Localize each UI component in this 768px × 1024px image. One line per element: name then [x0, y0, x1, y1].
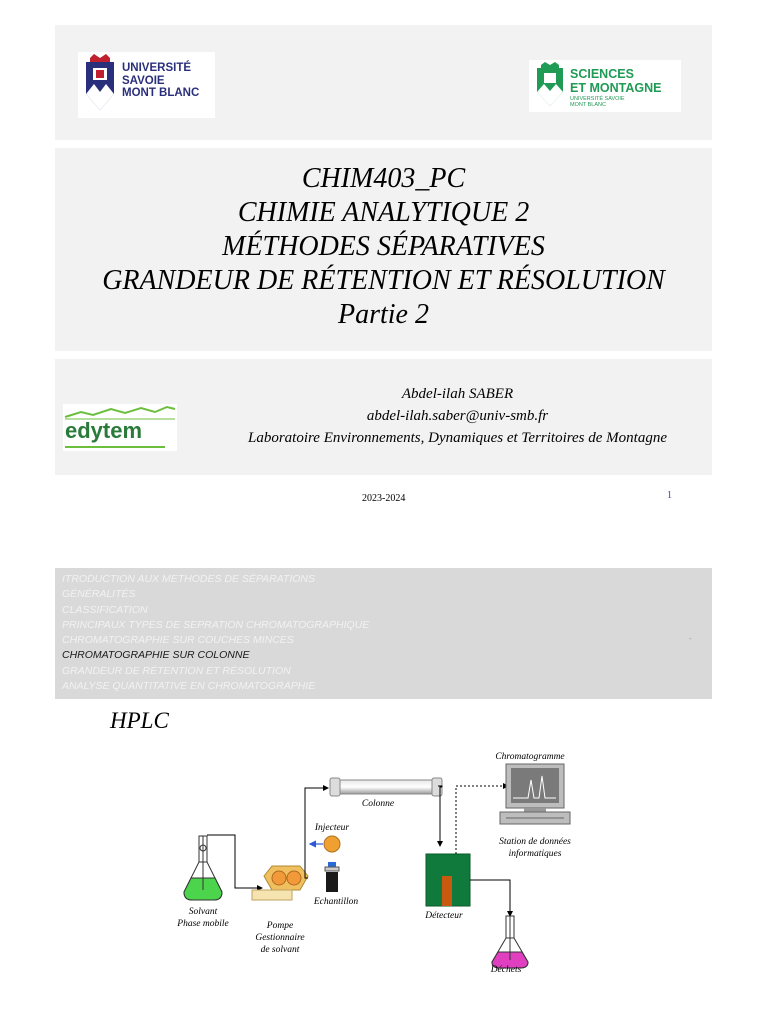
detector-icon	[426, 854, 470, 906]
usmb-line-3: MONT BLANC	[122, 87, 200, 99]
label-de-solvant: de solvant	[260, 945, 300, 955]
label-informatiques: informatiques	[508, 849, 562, 859]
logos-band	[55, 25, 712, 140]
author-lab: Laboratoire Environnements, Dynamiques et Territoires de Montagne	[248, 430, 667, 446]
flow-line-detector-waste	[470, 880, 510, 916]
author-email[interactable]: abdel-ilah.saber@univ-smb.fr	[366, 408, 549, 424]
label-gestionnaire: Gestionnaire	[255, 933, 305, 943]
usmb-line-1: UNIVERSITÉ	[122, 62, 192, 74]
sm-sub-line-2: MONT BLANC	[570, 102, 606, 108]
title-line-code: CHIM403_PC	[301, 163, 466, 194]
title-line-chapter: GRANDEUR DE RÉTENTION ET RÉSOLUTION	[102, 265, 665, 296]
injector-icon	[324, 836, 340, 852]
edytem-wordmark: edytem	[65, 418, 143, 443]
title-line-part: Partie 2	[338, 299, 429, 330]
label-station: Station de données	[499, 837, 571, 847]
sciences-montagne-logo	[529, 60, 681, 112]
label-phase-mobile: Phase mobile	[177, 919, 229, 929]
toc-item[interactable]: ANALYSE QUANTITATIVE EN CHROMATOGRAPHIE	[62, 680, 316, 693]
label-solvant: Solvant	[188, 907, 218, 917]
course-title	[55, 162, 712, 332]
sm-subtext	[570, 96, 625, 108]
toc-item-active[interactable]: CHROMATOGRAPHIE SUR COLONNE	[62, 649, 250, 662]
edytem-underline	[65, 446, 165, 448]
usmb-logo	[78, 52, 215, 118]
title-band	[55, 148, 712, 351]
toc-item[interactable]: GRANDEUR DE RÉTENTION ET RÉSOLUTION	[62, 664, 291, 677]
hplc-diagram	[150, 740, 590, 980]
column-icon	[330, 778, 442, 796]
sm-line-1: SCIENCES	[570, 67, 634, 81]
title-line-topic: MÉTHODES SÉPARATIVES	[222, 231, 545, 262]
slide-number: 1	[667, 490, 672, 501]
toc-item[interactable]: GÉNÉRALITÉS	[62, 588, 136, 601]
label-colonne: Colonne	[361, 799, 395, 809]
flow-line-pump-column	[305, 788, 328, 878]
title-line-subject: CHIMIE ANALYTIQUE 2	[237, 197, 530, 228]
author-name: Abdel-ilah SABER	[401, 386, 514, 402]
sm-name	[570, 67, 661, 95]
label-echantillon: Echantillon	[313, 897, 359, 907]
label-injecteur: Injecteur	[314, 823, 350, 833]
usmb-shield-icon	[80, 54, 120, 116]
edytem-logo	[63, 404, 177, 451]
label-pompe: Pompe	[266, 921, 294, 931]
author-band	[55, 359, 712, 475]
usmb-name	[122, 62, 199, 100]
toc-item[interactable]: CLASSIFICATION	[62, 603, 148, 616]
computer-icon	[500, 764, 570, 824]
pump-icon	[252, 866, 308, 900]
sample-vial-icon	[325, 862, 339, 892]
toc-band	[55, 568, 712, 699]
author-info	[205, 383, 710, 449]
usmb-line-2: SAVOIE	[122, 74, 165, 87]
sm-line-2: ET MONTAGNE	[570, 81, 662, 95]
toc-item[interactable]: ITRODUCTION AUX METHODES DE SÉPARATIONS	[62, 573, 315, 585]
toc-item[interactable]: CHROMATOGRAPHIE SUR COUCHES MINCES	[62, 634, 294, 647]
waste-flask-icon	[492, 916, 528, 968]
label-detecteur: Détecteur	[425, 911, 463, 921]
academic-year: 2023-2024	[362, 493, 406, 504]
toc-item[interactable]: PRINCIPAUX TYPES DE SEPRATION CHROMATOGRAPHIQUE	[62, 618, 370, 631]
sm-shield-icon	[533, 62, 567, 110]
solvent-flask-icon	[184, 836, 222, 900]
toc-list	[62, 572, 369, 694]
sm-sub-line-1: UNIVERSITÉ SAVOIE	[570, 96, 625, 102]
label-chromatogramme: Chromatogramme	[495, 752, 565, 762]
hplc-heading: HPLC	[110, 708, 169, 733]
label-dechets: Déchets	[490, 965, 522, 975]
toc-marker: -	[689, 634, 692, 643]
